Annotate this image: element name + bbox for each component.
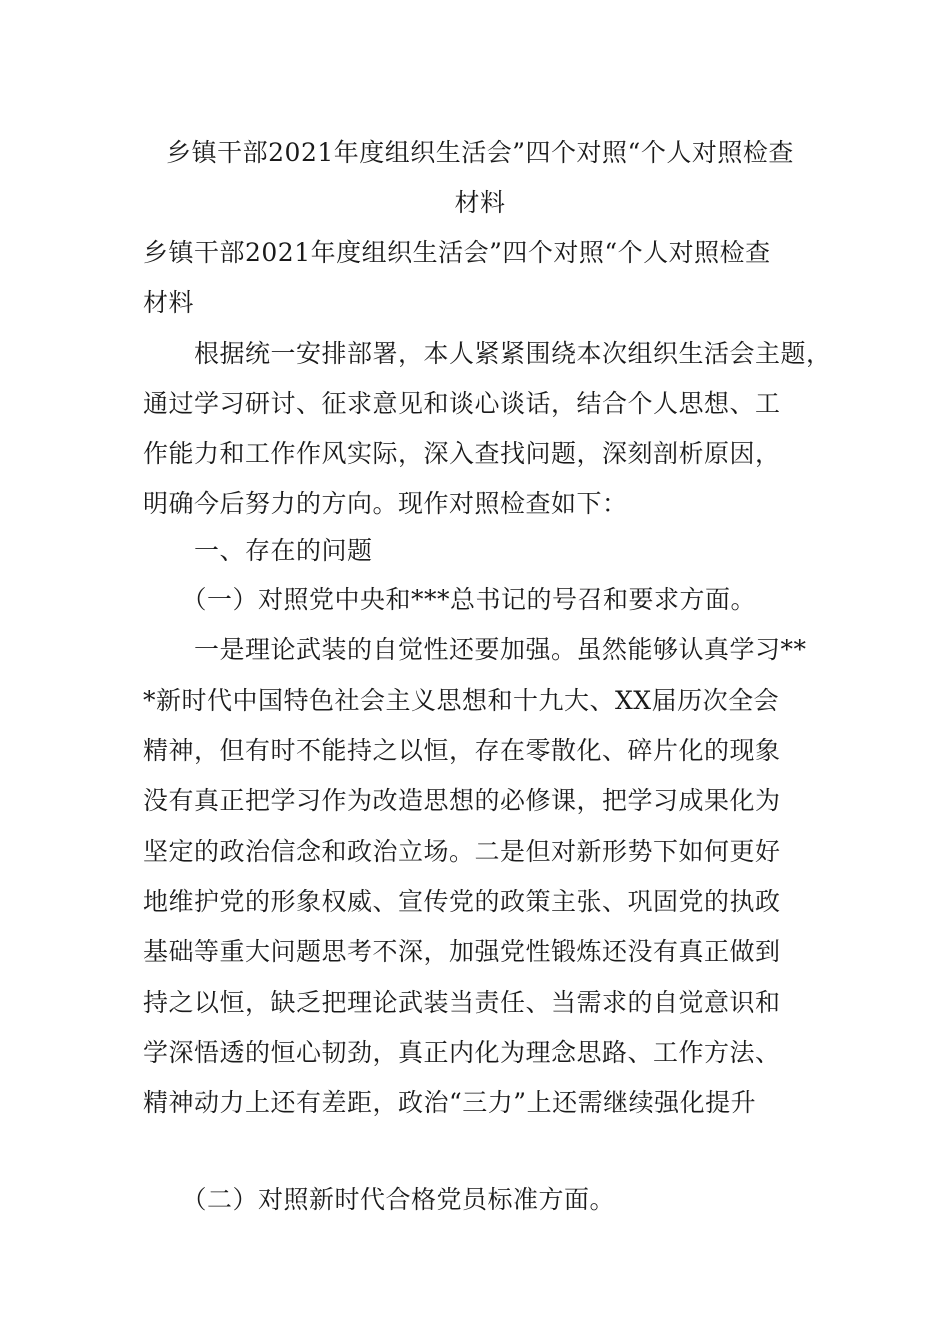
subsection-heading: （一）对照党中央和***总书记的号召和要求方面。 — [143, 585, 757, 614]
subtitle-line-2: 材料 — [143, 288, 195, 317]
body-line: 作能力和工作作风实际，深入查找问题，深刻剖析原因， — [143, 439, 781, 468]
body-line: 通过学习研讨、征求意见和谈心谈话，结合个人思想、工 — [143, 389, 781, 418]
body-line: 一是理论武装的自觉性还要加强。虽然能够认真学习** — [143, 635, 807, 664]
body-line: 持之以恒，缺乏把理论武装当责任、当需求的自觉意识和 — [143, 988, 781, 1017]
body-line: 地维护党的形象权威、宣传党的政策主张、巩固党的执政 — [143, 887, 781, 916]
body-line: 基础等重大问题思考不深，加强党性锻炼还没有真正做到 — [143, 937, 781, 966]
body-line: *新时代中国特色社会主义思想和十九大、XX届历次全会 — [143, 686, 780, 715]
body-line: 根据统一安排部署，本人紧紧围绕本次组织生活会主题， — [143, 339, 832, 368]
subtitle-line-1: 乡镇干部2021年度组织生活会”四个对照“个人对照检查 — [143, 238, 771, 267]
body-line: 精神动力上还有差距，政治“三力”上还需继续强化提升 — [143, 1088, 757, 1117]
document-title-line-1: 乡镇干部2021年度组织生活会”四个对照“个人对照检查 — [166, 138, 794, 167]
body-line: 坚定的政治信念和政治立场。二是但对新形势下如何更好 — [143, 837, 781, 866]
body-line: 明确今后努力的方向。现作对照检查如下： — [143, 489, 628, 518]
body-line: 学深悟透的恒心韧劲，真正内化为理念思路、工作方法、 — [143, 1038, 781, 1067]
section-heading: 一、存在的问题 — [143, 536, 373, 565]
body-line: 精神，但有时不能持之以恒，存在零散化、碎片化的现象 — [143, 736, 781, 765]
subsection-heading: （二）对照新时代合格党员标准方面。 — [143, 1185, 616, 1214]
body-line: 没有真正把学习作为改造思想的必修课，把学习成果化为 — [143, 786, 781, 815]
document-title-line-2: 材料 — [454, 188, 506, 217]
